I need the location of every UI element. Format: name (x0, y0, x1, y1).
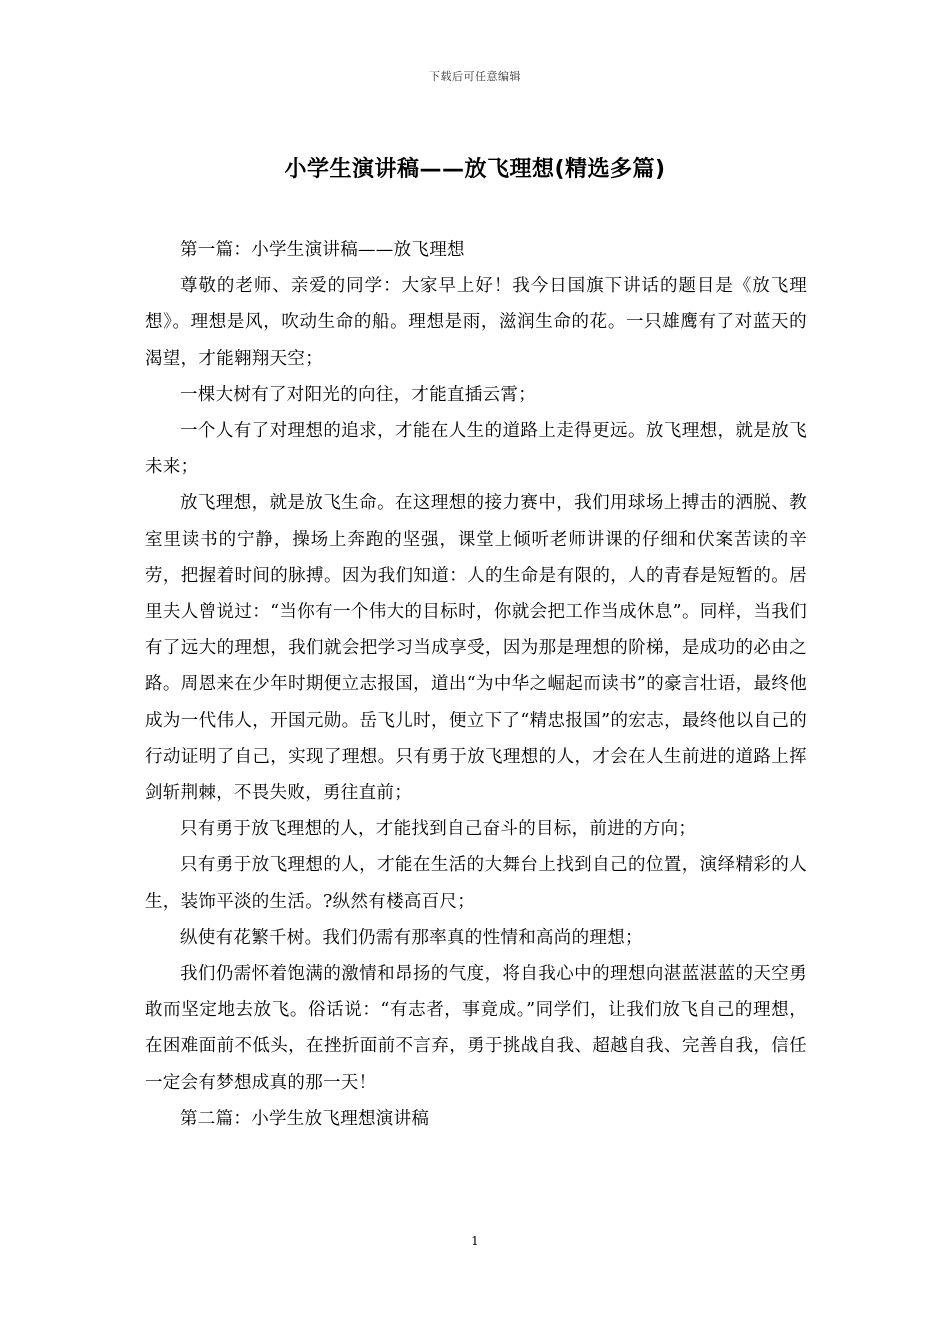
document-body (145, 232, 807, 1137)
paragraph: 只有勇于放飞理想的人，才能在生活的大舞台上找到自己的位置，演绎精彩的人生，装饰平淡的生活。?纵然有楼高百尺； (145, 855, 807, 912)
page-header-note: 下载后可任意编辑 (429, 70, 521, 83)
paragraph: 一棵大树有了对阳光的向往，才能直插云霄； (180, 384, 536, 405)
page-number: 1 (471, 1234, 479, 1248)
paragraph: 放飞理想，就是放飞生命。在这理想的接力赛中，我们用球场上搏击的洒脱、教室里读书的宁静，操场上奔跑的坚强，课堂上倾听老师讲课的仔细和伏案苦读的辛劳，把握着时间的脉搏。因为我们知道：人的生命是有限的，人的青春是短暂的。居里夫人曾说过：“当你有一个伟大的目标时，你就会把工作当成休息”。同样，当我们有了远大的理想，我们就会把学习当成享受，因为那是理想的阶梯，是成功的必由之路。周恩来在少年时期便立志报国，道出“为中华之崛起而读书”的豪言壮语，最终他成为一代伟人，开国元勋。岳飞儿时，便立下了“精忠报国”的宏志，最终他以自己的行动证明了自己，实现了理想。只有勇于放飞理想的人，才会在人生前进的道路上挥剑斩荆棘，不畏失败，勇往直前； (145, 493, 807, 804)
paragraph: 纵使有花繁千树。我们仍需有那率真的性情和高尚的理想； (180, 927, 643, 948)
section-heading-2: 第二篇：小学生放飞理想演讲稿 (180, 1108, 430, 1129)
paragraph: 我们仍需怀着饱满的激情和昂扬的气度，将自我心中的理想向湛蓝湛蓝的天空勇敢而坚定地去放飞。俗话说：“有志者，事竟成。”同学们，让我们放飞自己的理想，在困难面前不低头，在挫折面前不言弃，勇于挑战自我、超越自我、完善自我，信任一定会有梦想成真的那一天！ (145, 964, 807, 1093)
paragraph: 一个人有了对理想的追求，才能在人生的道路上走得更远。放飞理想，就是放飞未来； (145, 421, 807, 478)
section-heading-1: 第一篇：小学生演讲稿——放飞理想 (180, 240, 465, 260)
paragraph: 只有勇于放飞理想的人，才能找到自己奋斗的目标，前进的方向； (180, 819, 697, 840)
document-title: 小学生演讲稿——放飞理想(精选多篇) (284, 157, 666, 182)
paragraph: 尊敬的老师、亲爱的同学：大家早上好！我今日国旗下讲话的题目是《放飞理想》。理想是风，吹动生命的船。理想是雨，滋润生命的花。一只雄鹰有了对蓝天的渴望，才能翱翔天空； (145, 276, 807, 369)
